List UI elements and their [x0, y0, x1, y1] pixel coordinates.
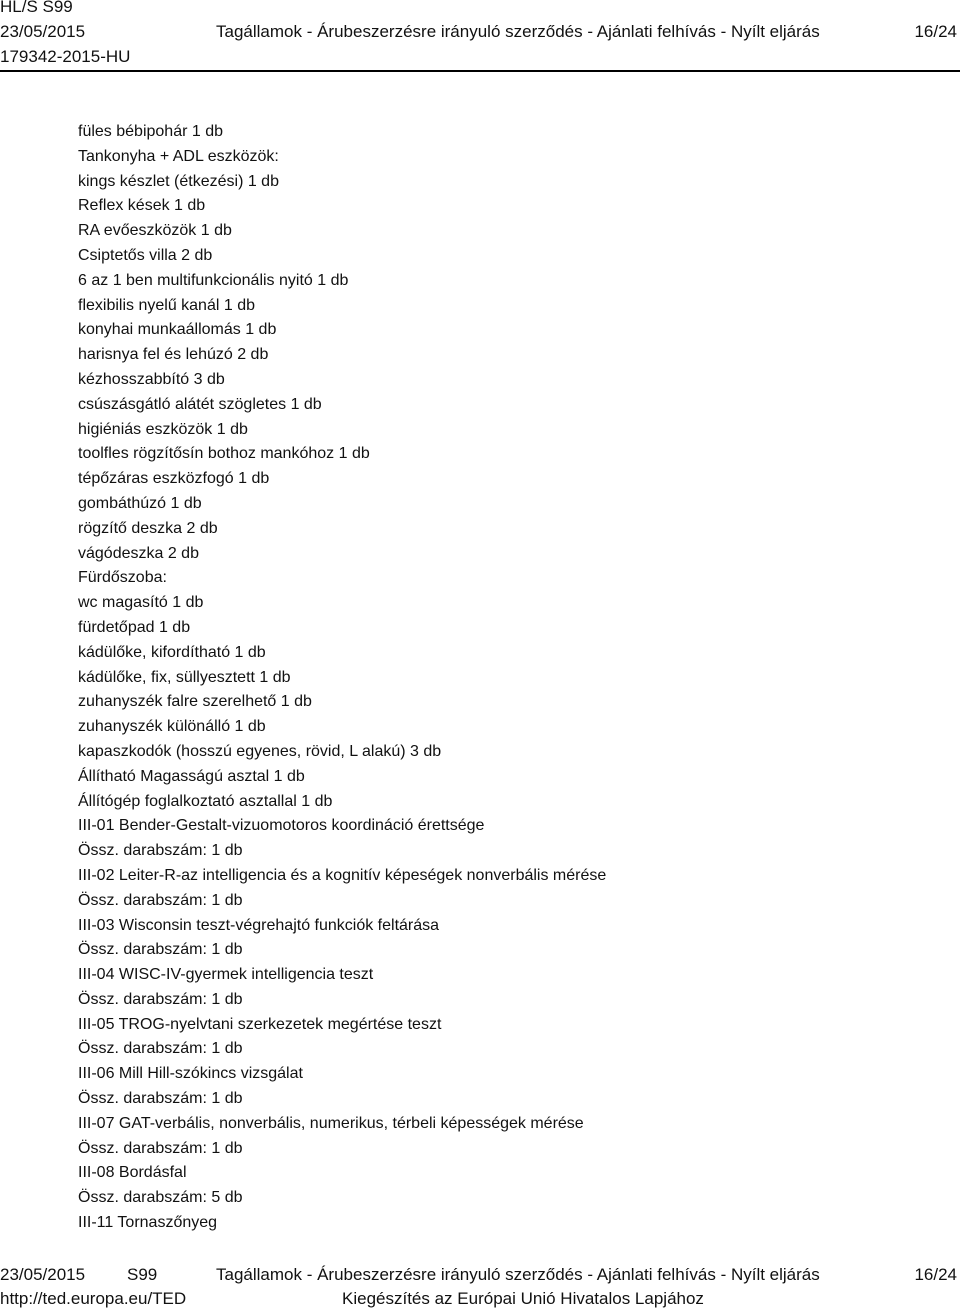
content-line: wc magasító 1 db [78, 594, 204, 612]
content-line: Tankonyha + ADL eszközök: [78, 147, 279, 165]
content-line: III-05 TROG-nyelvtani szerkezetek megértése teszt [78, 1015, 442, 1033]
content-line: Fürdőszoba: [78, 569, 167, 587]
content-line: III-03 Wisconsin teszt-végrehajtó funkciók feltárása [78, 916, 440, 934]
header-doc-id: 179342-2015-HU [0, 47, 131, 66]
header-page-number: 16/24 [914, 22, 957, 41]
content-line: flexibilis nyelű kanál 1 db [78, 296, 255, 314]
content-line: Össz. darabszám: 5 db [78, 1189, 243, 1207]
content-line: Reflex kések 1 db [78, 197, 206, 215]
content-line: III-01 Bender-Gestalt-vizuomotoros koordináció érettsége [78, 817, 485, 835]
content-line: kapaszkodók (hosszú egyenes, rövid, L alakú) 3 db [78, 742, 442, 760]
footer-date: 23/05/2015 [0, 1265, 86, 1284]
footer-url: http://ted.europa.eu/TED [0, 1289, 187, 1308]
content-line: Össz. darabszám: 1 db [78, 990, 243, 1008]
content-line: tépőzáras eszközfogó 1 db [78, 470, 270, 488]
content-line: rögzítő deszka 2 db [78, 519, 218, 537]
header-series: HL/S S99 [0, 0, 73, 16]
content-line: kádülőke, fix, süllyesztett 1 db [78, 668, 291, 686]
document-body [78, 120, 606, 1236]
content-line: 6 az 1 ben multifunkcionális nyitó 1 db [78, 271, 349, 289]
content-line: III-11 Tornaszőnyeg [78, 1214, 218, 1232]
content-line: Össz. darabszám: 1 db [78, 1090, 243, 1108]
footer-series: S99 [127, 1265, 158, 1284]
footer-title: Tagállamok - Árubeszerzésre irányuló szerződés - Ajánlati felhívás - Nyílt eljárás [216, 1265, 820, 1284]
content-line: Csiptetős villa 2 db [78, 246, 213, 264]
content-line: Össz. darabszám: 1 db [78, 1040, 243, 1058]
content-line: toolfles rögzítősín bothoz mankóhoz 1 db [78, 445, 370, 463]
content-line: Állítógép foglalkoztató asztallal 1 db [78, 792, 333, 810]
content-line: III-06 Mill Hill-szókincs vizsgálat [78, 1065, 303, 1083]
content-line: Össz. darabszám: 1 db [78, 891, 243, 909]
content-line: III-04 WISC-IV-gyermek intelligencia teszt [78, 966, 374, 984]
content-line: RA evőeszközök 1 db [78, 222, 232, 240]
content-line: higiéniás eszközök 1 db [78, 420, 248, 438]
content-line: harisnya fel és lehúzó 2 db [78, 346, 269, 364]
content-line: III-02 Leiter-R-az intelligencia és a kognitív képeségek nonverbális mérése [78, 866, 607, 884]
content-line: kézhosszabbító 3 db [78, 370, 225, 388]
content-line: Állítható Magasságú asztal 1 db [78, 767, 305, 785]
content-line: Össz. darabszám: 1 db [78, 1139, 243, 1157]
content-line: Össz. darabszám: 1 db [78, 842, 243, 860]
header-date: 23/05/2015 [0, 22, 86, 41]
content-line: Össz. darabszám: 1 db [78, 941, 243, 959]
content-line: fürdetőpad 1 db [78, 618, 191, 636]
content-line: vágódeszka 2 db [78, 544, 199, 562]
content-line: füles bébipohár 1 db [78, 123, 223, 140]
content-line: III-08 Bordásfal [78, 1164, 187, 1182]
footer-page-number: 16/24 [914, 1265, 957, 1284]
content-line: zuhanyszék falre szerelhető 1 db [78, 693, 312, 711]
content-line: konyhai munkaállomás 1 db [78, 321, 277, 339]
content-line: csúszásgátló alátét szögletes 1 db [78, 395, 322, 413]
header-title: Tagállamok - Árubeszerzésre irányuló szerződés - Ajánlati felhívás - Nyílt eljárás [216, 22, 820, 41]
content-line: kádülőke, kifordítható 1 db [78, 643, 266, 661]
content-line: gombáthúzó 1 db [78, 494, 202, 512]
content-line: kings készlet (étkezési) 1 db [78, 172, 279, 190]
header-rule [0, 70, 960, 72]
footer-supplement: Kiegészítés az Európai Unió Hivatalos Lapjához [342, 1289, 704, 1308]
content-line: III-07 GAT-verbális, nonverbális, numerikus, térbeli képességek mérése [78, 1114, 584, 1132]
content-line: zuhanyszék különálló 1 db [78, 718, 266, 736]
